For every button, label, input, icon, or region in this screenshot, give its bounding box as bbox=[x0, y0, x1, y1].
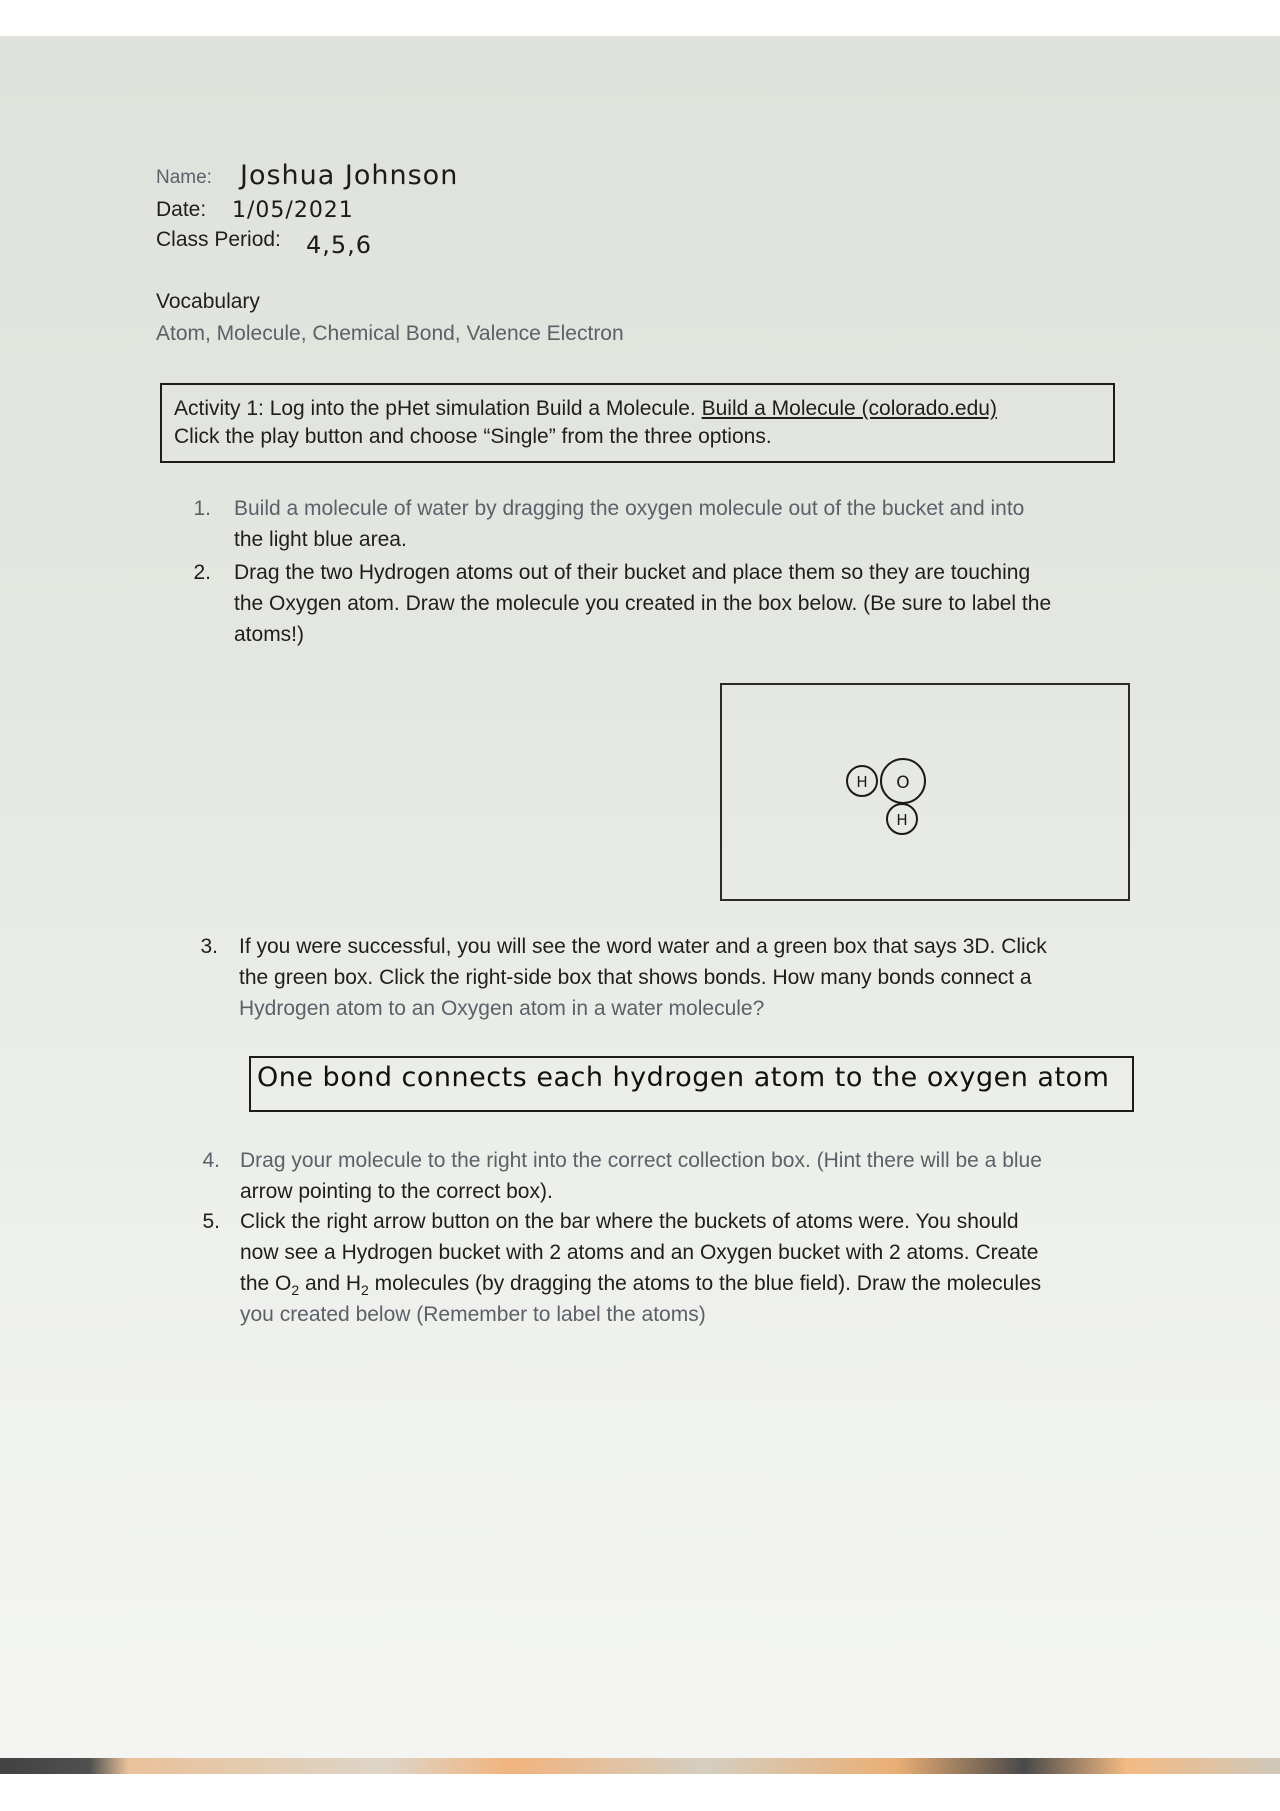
step-5-line-3-part-c: molecules (by dragging the atoms to the blue field). Draw the molecules bbox=[368, 1272, 1042, 1295]
activity-title: Activity 1: Log into the pHet simulation Build a Molecule. bbox=[174, 397, 702, 420]
step-5-line-1: Click the right arrow button on the bar where the buckets of atoms were. You should bbox=[240, 1210, 1019, 1233]
answer-text: One bond connects each hydrogen atom to the oxygen atom bbox=[257, 1062, 1110, 1093]
hydrogen-atom-1-label: H bbox=[856, 773, 868, 791]
molecule-drawing-box bbox=[720, 683, 1130, 901]
step-3-line-2: the green box. Click the right-side box that shows bonds. How many bonds connect a bbox=[239, 966, 1032, 989]
step-2-line-1: Drag the two Hydrogen atoms out of their bucket and place them so they are touching bbox=[234, 561, 1031, 584]
step-5-line-3-part-b: and H bbox=[299, 1272, 362, 1295]
step-3-number: 3. bbox=[200, 935, 218, 958]
oxygen-atom-label: O bbox=[896, 773, 910, 793]
name-label: Name: bbox=[156, 167, 212, 188]
activity-line-2: Click the play button and choose “Single” from the three options. bbox=[174, 425, 772, 448]
vocabulary-heading: Vocabulary bbox=[156, 290, 260, 313]
step-4-line-1: Drag your molecule to the right into the correct collection box. (Hint there will be a blue bbox=[240, 1149, 1042, 1172]
step-4-line-2: arrow pointing to the correct box). bbox=[240, 1180, 553, 1203]
step-2-number: 2. bbox=[193, 561, 211, 584]
date-label: Date: bbox=[156, 198, 207, 221]
hydrogen-subscript: 2 bbox=[361, 1282, 369, 1299]
step-2-line-2: the Oxygen atom. Draw the molecule you created in the box below. (Be sure to label the bbox=[234, 592, 1052, 615]
water-molecule-drawing bbox=[722, 685, 1128, 899]
hydrogen-atom-2-label: H bbox=[896, 811, 908, 829]
step-1-line-1: Build a molecule of water by dragging the oxygen molecule out of the bucket and into bbox=[234, 497, 1025, 520]
step-5-line-4: you created below (Remember to label the atoms) bbox=[240, 1303, 706, 1326]
step-3-line-1: If you were successful, you will see the word water and a green box that says 3D. Click bbox=[239, 935, 1047, 958]
date-value: 1/05/2021 bbox=[232, 198, 354, 223]
class-period-value: 4,5,6 bbox=[306, 231, 373, 259]
step-2-line-3: atoms!) bbox=[234, 623, 305, 646]
step-5-line-3-part-a: the O bbox=[240, 1272, 292, 1295]
build-a-molecule-link[interactable]: Build a Molecule (colorado.edu) bbox=[701, 397, 997, 420]
step-5-number: 5. bbox=[202, 1210, 220, 1233]
step-5-line-2: now see a Hydrogen bucket with 2 atoms and an Oxygen bucket with 2 atoms. Create bbox=[240, 1241, 1039, 1264]
scan-bottom-margin bbox=[0, 1774, 1280, 1811]
activity-instructions-box bbox=[160, 383, 1115, 463]
vocabulary-terms: Atom, Molecule, Chemical Bond, Valence Electron bbox=[156, 322, 624, 345]
scan-top-margin bbox=[0, 0, 1280, 36]
step-3-line-3: Hydrogen atom to an Oxygen atom in a water molecule? bbox=[239, 997, 765, 1020]
name-value: Joshua Johnson bbox=[240, 160, 459, 191]
oxygen-subscript: 2 bbox=[291, 1282, 300, 1299]
step-1-number: 1. bbox=[193, 497, 211, 520]
answer-box bbox=[249, 1056, 1134, 1112]
class-period-label: Class Period: bbox=[156, 228, 281, 251]
step-4-number: 4. bbox=[202, 1149, 220, 1172]
step-1-line-2: the light blue area. bbox=[234, 528, 407, 551]
activity-line-1 bbox=[174, 395, 1101, 423]
